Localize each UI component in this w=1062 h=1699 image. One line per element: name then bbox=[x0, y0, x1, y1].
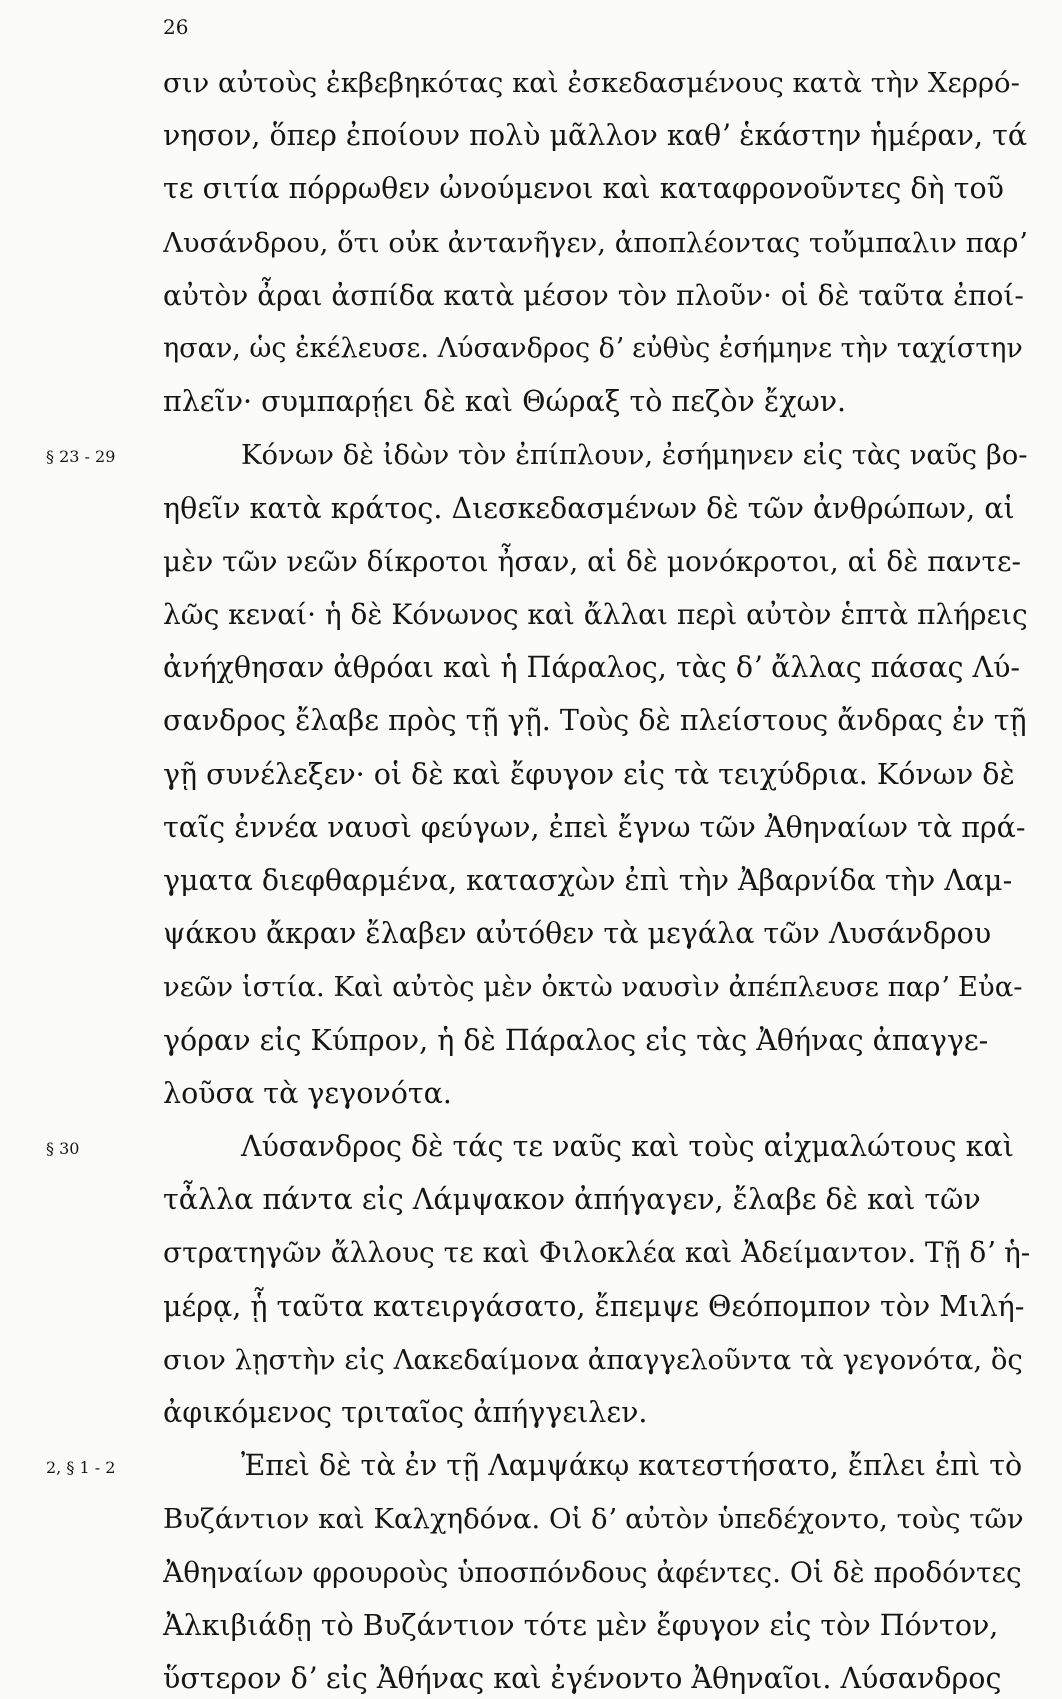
text-line: νεῶν ἱστία. Καὶ αὐτὸς μὲν ὀκτὼ ναυσὶν ἀπέπλευσε παρʼ Εὐα- bbox=[163, 971, 1023, 1004]
text-line: Κόνων δὲ ἰδὼν τὸν ἐπίπλουν, ἐσήμηνεν εἰς τὰς ναῦς βο- bbox=[241, 439, 1028, 472]
text-line: μὲν τῶν νεῶν δίκροτοι ἦσαν, αἱ δὲ μονόκροτοι, αἱ δὲ παντε- bbox=[163, 544, 1021, 578]
text-line: Βυζάντιον καὶ Καλχηδόνα. Οἱ δʼ αὐτὸν ὑπεδέχοντο, τοὺς τῶν bbox=[163, 1503, 1024, 1536]
text-line: Ἀθηναίων φρουροὺς ὑποσπόνδους ἀφέντες. Οἱ δὲ προδόντες bbox=[163, 1555, 1022, 1589]
text-line: γῇ συνέλεξεν· οἱ δὲ καὶ ἔφυγον εἰς τὰ τειχύδρια. Κόνων δὲ bbox=[163, 757, 1015, 791]
text-line: νησον, ὅπερ ἐποίουν πολὺ μᾶλλον καθʼ ἑκάστην ἡμέραν, τά bbox=[163, 119, 1028, 153]
margin-reference: § 23 - 29 bbox=[46, 447, 116, 467]
text-line: τε σιτία πόρρωθεν ὠνούμενοι καὶ καταφρονοῦντες δὴ τοῦ bbox=[163, 172, 1004, 206]
text-line: ψάκου ἄκραν ἔλαβεν αὐτόθεν τὰ μεγάλα τῶν Λυσάνδρου bbox=[163, 917, 992, 951]
page-number: 26 bbox=[163, 15, 189, 39]
text-line: Λυσάνδρου, ὅτι οὐκ ἀντανῆγεν, ἀποπλέοντας τοὔμπαλιν παρʼ bbox=[163, 226, 1028, 259]
text-line: ησαν, ὡς ἐκέλευσε. Λύσανδρος δʼ εὐθὺς ἐσήμηνε τὴν ταχίστην bbox=[163, 333, 1023, 364]
text-line: αὐτὸν ἆραι ἀσπίδα κατὰ μέσον τὸν πλοῦν· οἱ δὲ ταῦτα ἐποί- bbox=[163, 278, 1024, 312]
text-line: ταῖς ἐννέα ναυσὶ φεύγων, ἐπεὶ ἔγνω τῶν Ἀθηναίων τὰ πρά- bbox=[163, 810, 1026, 844]
text-line: τἆλλα πάντα εἰς Λάμψακον ἀπήγαγεν, ἔλαβε δὲ καὶ τῶν bbox=[163, 1183, 981, 1217]
text-line: στρατηγῶν ἄλλους τε καὶ Φιλοκλέα καὶ Ἀδείμαντον. Τῇ δʼ ἡ- bbox=[163, 1236, 1031, 1270]
text-line: σανδρος ἔλαβε πρὸς τῇ γῇ. Τοὺς δὲ πλείστους ἄνδρας ἐν τῇ bbox=[163, 704, 1027, 738]
text-line: ηθεῖν κατὰ κράτος. Διεσκεδασμένων δὲ τῶν ἀνθρώπων, αἱ bbox=[163, 491, 1015, 525]
text-line: γόραν εἰς Κύπρον, ἡ δὲ Πάραλος εἰς τὰς Ἀθήνας ἀπαγγε- bbox=[163, 1023, 989, 1057]
text-line: λῶς κεναί· ἡ δὲ Κόνωνος καὶ ἄλλαι περὶ αὐτὸν ἑπτὰ πλήρεις bbox=[163, 598, 1028, 631]
margin-reference: 2, § 1 - 2 bbox=[46, 1458, 116, 1478]
margin-reference: § 30 bbox=[46, 1139, 80, 1158]
text-line: λοῦσα τὰ γεγονότα. bbox=[163, 1076, 452, 1110]
text-line: ὕστερον δʼ εἰς Ἀθήνας καὶ ἐγένοντο Ἀθηναῖοι. Λύσανδρος bbox=[163, 1662, 1002, 1695]
text-line: σιον λῃστὴν εἰς Λακεδαίμονα ἀπαγγελοῦντα τὰ γεγονότα, ὃς bbox=[163, 1343, 1023, 1376]
text-line: Ἀλκιβιάδῃ τὸ Βυζάντιον τότε μὲν ἔφυγον εἰς τὸν Πόντον, bbox=[163, 1608, 999, 1642]
text-line: σιν αὐτοὺς ἐκβεβηκότας καὶ ἐσκεδασμένους κατὰ τὴν Χερρό- bbox=[163, 67, 1020, 99]
text-line: μέρᾳ, ᾗ ταῦτα κατειργάσατο, ἔπεμψε Θεόπομπον τὸν Μιλή- bbox=[163, 1289, 1025, 1323]
text-line: γματα διεφθαρμένα, κατασχὼν ἐπὶ τὴν Ἀβαρνίδα τὴν Λαμ- bbox=[163, 864, 1013, 897]
text-line: ἀνήχθησαν ἀθρόαι καὶ ἡ Πάραλος, τὰς δʼ ἄλλας πάσας Λύ- bbox=[163, 651, 1021, 685]
text-line: ἀφικόμενος τριταῖος ἀπήγγειλεν. bbox=[163, 1396, 648, 1429]
text-line: Ἐπεὶ δὲ τὰ ἐν τῇ Λαμψάκῳ κατεστήσατο, ἔπλει ἐπὶ τὸ bbox=[241, 1449, 1023, 1483]
text-line: πλεῖν· συμπαρῄει δὲ καὶ Θώραξ τὸ πεζὸν ἔχων. bbox=[163, 385, 847, 419]
text-line: Λύσανδρος δὲ τάς τε ναῦς καὶ τοὺς αἰχμαλώτους καὶ bbox=[241, 1130, 1014, 1163]
